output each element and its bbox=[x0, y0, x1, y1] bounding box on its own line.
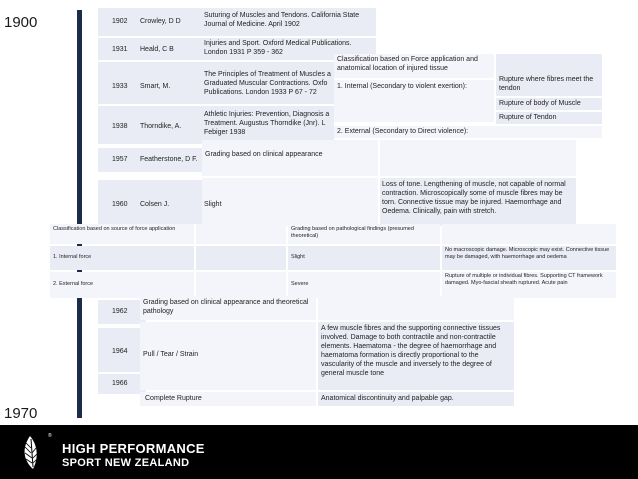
ref-year: 1964 bbox=[112, 348, 128, 355]
ref-row-1964 bbox=[98, 328, 146, 372]
smart-table-internal: 1. Internal (Secondary to violent exertion): bbox=[334, 80, 494, 122]
smart-table-header: Classification based on Force application and anatomical location of injured tissue bbox=[334, 54, 494, 78]
ref-author: Crowley, D D bbox=[140, 18, 181, 25]
grade-pull-desc: A few muscle fibres and the supporting connective tissues involved. Damage to both contractile and non-contractile elements. Haematoma - the degree of haemorrhage and haematoma formation is directly proportional to the vascularity of the muscle and inversely to the degree of general muscle tone bbox=[318, 322, 514, 390]
ref-title: Suturing of Muscles and Tendons. California State Journal of Medicine. April 1902 bbox=[204, 12, 360, 29]
smart-table-external: 2. External (Secondary to Direct violence): bbox=[334, 126, 602, 138]
grade-table-header-blank bbox=[318, 296, 514, 320]
ref-row-1957 bbox=[98, 148, 208, 172]
ref-author: Smart, M. bbox=[140, 83, 171, 90]
smart-type-2: Rupture of body of Muscle bbox=[496, 98, 602, 110]
grade-pull-label: Pull / Tear / Strain bbox=[140, 322, 316, 390]
footer-bar bbox=[0, 425, 638, 479]
smart-type-3: Rupture of Tendon bbox=[496, 112, 602, 124]
ref-author: Heald, C B bbox=[140, 46, 174, 53]
smart-type-1: Rupture where fibres meet the tendon bbox=[496, 74, 602, 96]
colsen-header-mid bbox=[196, 224, 286, 244]
brand-line-1: HIGH PERFORMANCE bbox=[62, 441, 205, 456]
featherstone-header: Grading based on clinical appearance bbox=[202, 140, 378, 176]
featherstone-slight: Slight bbox=[202, 178, 378, 226]
ref-year: 1902 bbox=[112, 18, 128, 25]
ref-row-1938 bbox=[98, 106, 334, 144]
ref-row-1962 bbox=[98, 300, 146, 324]
ref-year: 1960 bbox=[112, 201, 128, 208]
trademark-mark: ® bbox=[48, 433, 52, 439]
grade-table-header: Grading based on clinical appearance and theoretical pathology bbox=[140, 296, 316, 320]
grade-complete-desc: Anatomical discontinuity and palpable gap. bbox=[318, 392, 514, 406]
ref-year: 1933 bbox=[112, 83, 128, 90]
ref-row-1966 bbox=[98, 374, 146, 394]
colsen-row-external-source: 2. External force bbox=[50, 272, 194, 298]
colsen-header-left: Classification based on source of force application bbox=[50, 224, 194, 244]
timeline-end-year: 1970 bbox=[4, 405, 38, 422]
colsen-row-internal-finding: No macroscopic damage. Microscopic may exist. Connective tissue may be damaged, with haemorrhage and oedema bbox=[442, 246, 616, 270]
colsen-row-internal-grade: Slight bbox=[288, 246, 440, 270]
ref-row-1933 bbox=[98, 62, 334, 104]
colsen-header-right: Grading based on pathological findings (presumed theoretical) bbox=[288, 224, 440, 244]
grade-complete-label: Complete Rupture bbox=[140, 392, 316, 406]
colsen-row-external-mid bbox=[196, 272, 286, 298]
ref-author: Colsen J. bbox=[140, 201, 170, 208]
timeline-start-year: 1900 bbox=[4, 14, 38, 31]
ref-author: Thorndike, A. bbox=[140, 123, 182, 130]
ref-row-1902 bbox=[98, 8, 376, 36]
ref-year: 1962 bbox=[112, 308, 128, 315]
colsen-row-internal-mid bbox=[196, 246, 286, 270]
ref-year: 1938 bbox=[112, 123, 128, 130]
ref-row-1960 bbox=[98, 180, 204, 224]
timeline-bar bbox=[77, 10, 82, 418]
colsen-row-internal-source: 1. Internal force bbox=[50, 246, 194, 270]
featherstone-header-blank bbox=[380, 140, 576, 176]
ref-title: Injuries and Sport. Oxford Medical Publications. London 1931 P 359 - 362 bbox=[204, 40, 352, 57]
brand-line-2: SPORT NEW ZEALAND bbox=[62, 457, 190, 469]
ref-author: Featherstone, D F. bbox=[140, 156, 198, 163]
featherstone-slight-desc: Loss of tone. Lengthening of muscle, not capable of normal contraction. Microscopically some of muscle fibres may be torn. Connective tissue may be injured. Haemorrhage and Oedema. Clinically, pain with stretch. bbox=[380, 178, 576, 226]
ref-year: 1931 bbox=[112, 46, 128, 53]
silver-fern-icon bbox=[18, 433, 48, 471]
colsen-row-external-finding: Rupture of multiple or individual fibres. Supporting CT framework damaged. Myo-fascial sheath ruptured. Acute pain bbox=[442, 272, 616, 298]
ref-year: 1966 bbox=[112, 380, 128, 387]
ref-year: 1957 bbox=[112, 156, 128, 163]
ref-title: The Principles of Treatment of Muscles a Graduated Muscular Contractions. Oxfo Publications. London 1933 P 67 - 72 bbox=[204, 71, 331, 97]
colsen-header-far bbox=[442, 224, 616, 244]
ref-title: Athletic Injuries: Prevention, Diagnosis a Treatment. Augustus Thorndike (Jnr). L Febiger 1938 bbox=[204, 111, 330, 137]
colsen-row-external-grade: Severe bbox=[288, 272, 440, 298]
